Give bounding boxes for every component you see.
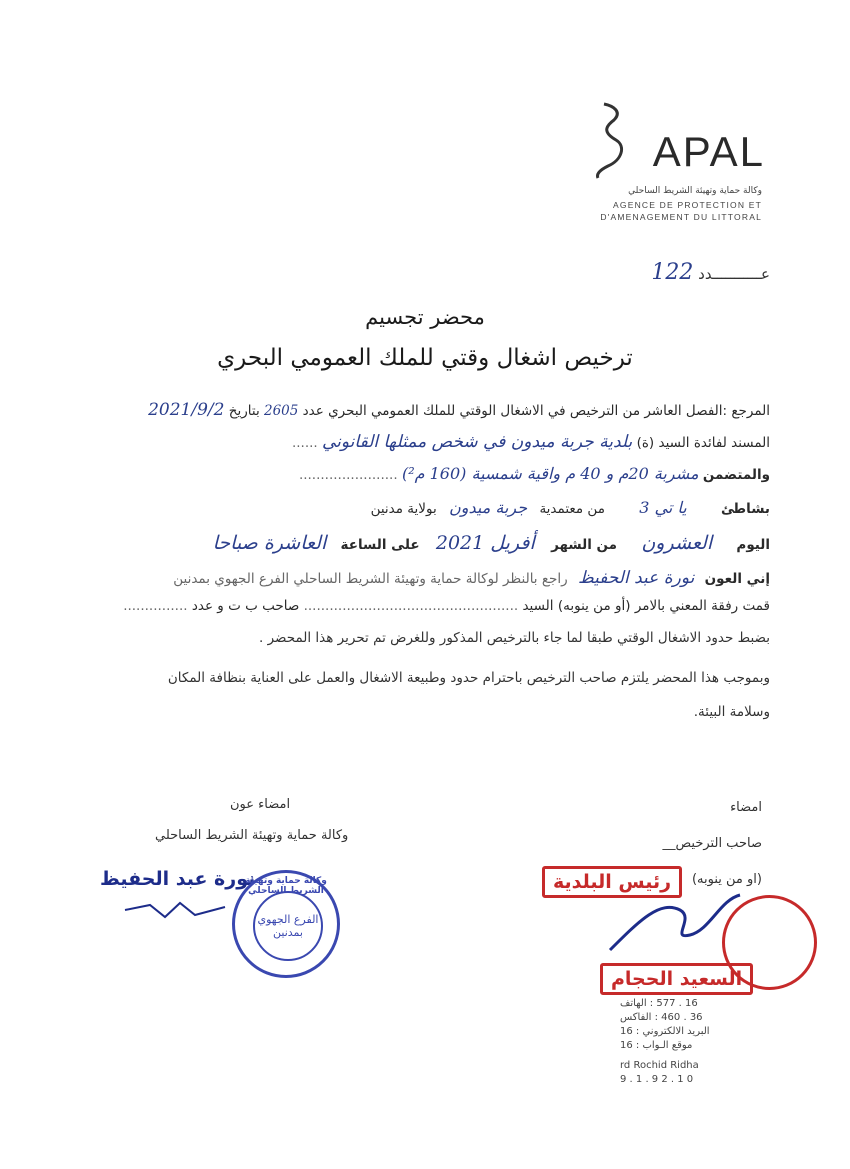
accompanied-line: قمت رفقة المعني بالامر (أو من ينوبه) السيد .................................................. صاحب ب ت و عدد ............... bbox=[123, 598, 770, 614]
hour-value: العاشرة صباحا bbox=[212, 532, 327, 554]
footer-email: البريد الالكتروني : 16 bbox=[620, 1026, 710, 1037]
reference-line bbox=[148, 400, 770, 420]
beach-label: بشاطئ bbox=[721, 501, 770, 517]
agency-stamp-center bbox=[253, 891, 323, 961]
holder-or: (او من ينوبه) bbox=[691, 872, 762, 887]
ref-label: المرجع :الفصل العاشر من الترخيص في الاشغال الوقتي للملك العمومي البحري عدد bbox=[302, 403, 770, 419]
footer-web: موقع الـواب : 16 bbox=[620, 1040, 693, 1051]
holder-signature-icon bbox=[600, 880, 750, 960]
number-value: 122 bbox=[651, 260, 694, 285]
apal-logo: APAL bbox=[652, 128, 765, 175]
agent-line bbox=[173, 568, 770, 588]
beach-line bbox=[371, 498, 770, 517]
number-label: عـــــــــــدد bbox=[698, 265, 770, 283]
paragraph-1: بضبط حدود الاشغال الوقتي طبقا لما جاء بالترخيص المذكور وللغرض تم تحرير هذا المحضر . bbox=[259, 630, 770, 646]
agent-signature-title: امضاء عون bbox=[230, 797, 291, 812]
paragraph-2: وبموجب هذا المحضر يلتزم صاحب الترخيص باحترام حدود وطبيعة الاشغال والعمل على العناية بنظافة المكان bbox=[167, 670, 770, 686]
apal-logo-mark-icon bbox=[592, 100, 632, 180]
day-label: اليوم bbox=[736, 537, 770, 553]
ref-date-label: بتاريخ bbox=[228, 403, 260, 419]
day-value: العشرون bbox=[641, 532, 713, 554]
logo-arabic-line: وكالة حماية وتهيئة الشريط الساحلي bbox=[628, 186, 762, 196]
mayor-stamp: رئيس البلدية bbox=[542, 866, 682, 898]
title-sub: ترخيص اشغال وقتي للملك العمومي البحري bbox=[217, 345, 633, 371]
month-value: أفريل 2021 bbox=[435, 532, 535, 554]
contains-label: والمتضمن bbox=[702, 467, 770, 483]
agent-value: نورة عبد الحفيظ bbox=[577, 568, 695, 588]
delegation-label: من معتمدية bbox=[539, 501, 605, 517]
beach-value: يا تي 3 bbox=[639, 498, 687, 517]
logo-french-lines bbox=[600, 199, 762, 223]
paragraph-3: وسلامة البيئة. bbox=[693, 704, 770, 720]
state-label: بولاية مدنين bbox=[370, 501, 437, 517]
contains-line: والمتضمن مشربة 20م و 40 م واقية شمسية (160 م²) ....................... bbox=[298, 464, 770, 483]
month-label: من الشهر bbox=[551, 537, 618, 553]
agency-round-stamp bbox=[232, 870, 340, 978]
footer-code: 9 . 1 . 9 2 . 1 0 bbox=[620, 1074, 694, 1085]
agent-signature-org: وكالة حماية وتهيئة الشريط الساحلي bbox=[155, 828, 349, 843]
ref-date: 2021/9/2 bbox=[148, 400, 225, 420]
agent-signature-icon bbox=[120, 895, 230, 925]
grantee-label: المسند لفائدة السيد (ة) bbox=[636, 435, 770, 451]
holder-signature-title: امضاء bbox=[730, 800, 762, 815]
agent-name-stamp: نورة عبد الحفيظ bbox=[100, 868, 256, 890]
accompanied-text: قمت رفقة المعني بالامر (أو من ينوبه) السيد bbox=[522, 598, 770, 614]
logo-french-line1: AGENCE DE PROTECTION ET bbox=[613, 200, 762, 210]
logo-french-line2: D'AMENAGEMENT DU LITTORAL bbox=[600, 212, 762, 222]
agent-rest: راجع بالنظر لوكالة حماية وتهيئة الشريط الساحلي الفرع الجهوي بمدنين bbox=[173, 571, 568, 587]
date-line bbox=[203, 532, 770, 554]
footer-fax: 36 . 460 : الفاكس bbox=[620, 1012, 703, 1023]
document-number bbox=[651, 260, 770, 285]
contains-value: مشربة 20م و 40 م واقية شمسية (160 م²) bbox=[401, 464, 699, 483]
accompanied-end: صاحب ب ت و عدد bbox=[191, 598, 300, 614]
agency-stamp-ring: وكالة حماية وتهيئة الشريط الساحلي bbox=[245, 876, 327, 896]
holder-role-text: صاحب الترخيص bbox=[675, 836, 762, 851]
agency-stamp-center-text: الفرع الجهوي بمدنين bbox=[257, 913, 319, 939]
delegation-value: جربة ميدون bbox=[449, 498, 528, 517]
footer-phone: 16 . 577 : الهاتف bbox=[620, 998, 698, 1009]
holder-role: صاحب الترخيص__ bbox=[662, 836, 762, 851]
hour-label: على الساعة bbox=[340, 537, 420, 553]
grantee-value: بلدية جربة ميدون في شخص ممثلها القانوني bbox=[322, 432, 633, 452]
name-stamp: السعيد الحجام bbox=[600, 963, 753, 995]
footer-address: rd Rochid Ridha bbox=[620, 1060, 699, 1071]
ref-number: 2605 bbox=[264, 403, 299, 419]
agent-label: إني العون bbox=[704, 571, 770, 587]
title-main: محضر تجسيم bbox=[365, 305, 485, 329]
grantee-line: المسند لفائدة السيد (ة) بلدية جربة ميدون في شخص ممثلها القانوني ...... bbox=[291, 432, 770, 452]
